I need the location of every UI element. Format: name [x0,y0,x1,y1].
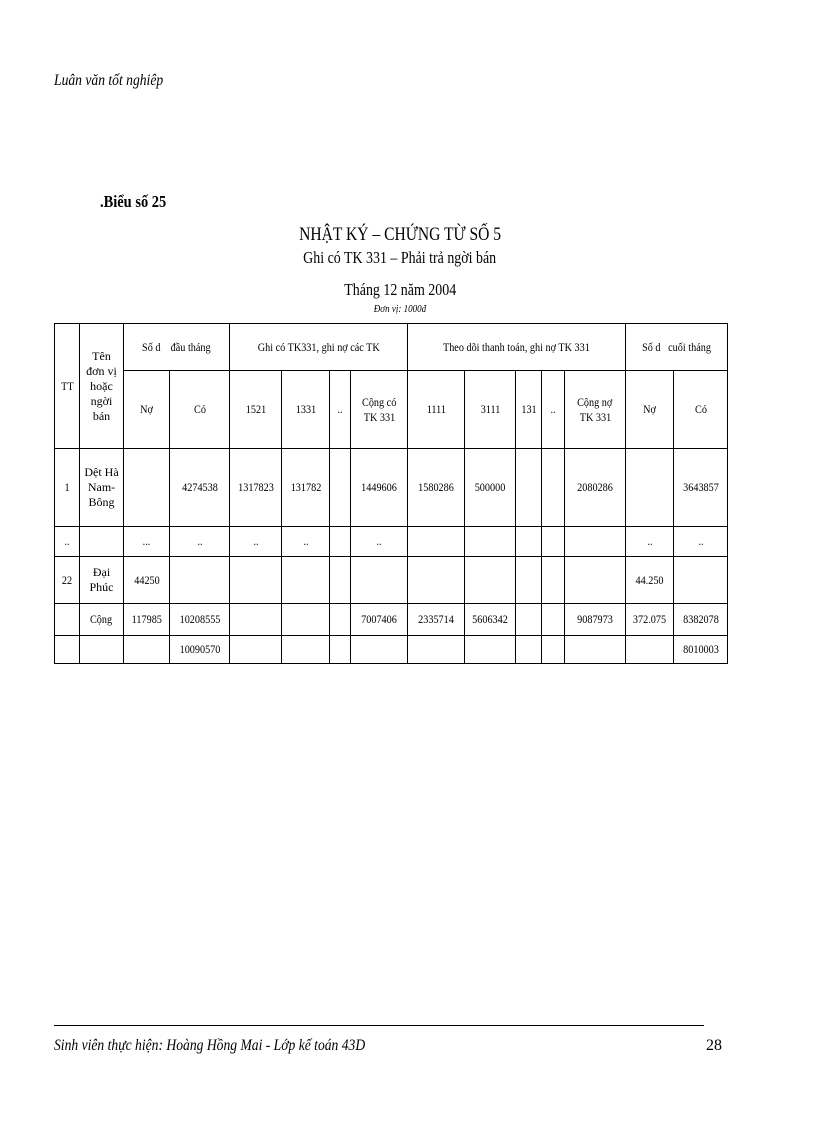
cell-dots-2 [542,636,565,664]
cell-cong-co [351,636,408,664]
cell-close-no: 372.075 [626,604,674,636]
cell-1521 [230,636,282,664]
cell-dots-1 [330,636,351,664]
cell-name: Cộng [80,604,124,636]
cell-3111: 5606342 [465,604,516,636]
cell-close-co: 8382078 [674,604,728,636]
table-row [55,527,728,557]
header-cong-co: Cộng có TK 331 [351,371,408,449]
table-row-total [55,604,728,636]
cell-1521 [230,557,282,604]
table-row [55,449,728,527]
header-dots-2: .. [542,371,565,449]
cell-cong-co: .. [351,527,408,557]
header-closing-co: Có [674,371,728,449]
table-row [55,557,728,604]
cell-1331: 131782 [282,449,330,527]
cell-close-co [674,557,728,604]
header-closing-balance: Số d cuối tháng [626,324,728,371]
journal-table [54,323,728,664]
footer-student: Sinh viên thực hiện: Hoàng Hồng Mai - Lớp kế toán 43D [54,1037,366,1054]
cell-open-co: 10090570 [170,636,230,664]
cell-cong-co: 1449606 [351,449,408,527]
cell-cong-no [565,557,626,604]
cell-open-co: 10208555 [170,604,230,636]
journal-unit: Đơn vị: 1000đ [373,303,427,315]
header-opening-co: Có [170,371,230,449]
form-label: .Biểu số 25 [100,192,167,211]
cell-1111: 2335714 [408,604,465,636]
cell-name: Đại Phúc [80,557,124,604]
cell-1111: 1580286 [408,449,465,527]
cell-cong-co: 7007406 [351,604,408,636]
cell-131 [516,557,542,604]
table-header-row-1 [55,324,728,371]
cell-1111 [408,636,465,664]
header-opening-balance: Số d đầu tháng [124,324,230,371]
cell-3111 [465,557,516,604]
header-1521: 1521 [230,371,282,449]
cell-close-no [626,449,674,527]
cell-dots-1 [330,557,351,604]
cell-cong-co [351,557,408,604]
cell-open-co: .. [170,527,230,557]
header-3111: 3111 [465,371,516,449]
cell-open-no [124,636,170,664]
cell-dots-1 [330,527,351,557]
cell-1521 [230,604,282,636]
cell-dots-2 [542,527,565,557]
cell-1331 [282,636,330,664]
cell-tt [55,636,80,664]
cell-tt [55,604,80,636]
cell-3111 [465,636,516,664]
cell-1331 [282,557,330,604]
cell-close-co: 3643857 [674,449,728,527]
table-header-row-2 [55,371,728,449]
cell-131 [516,527,542,557]
cell-open-no: ... [124,527,170,557]
cell-dots-2 [542,449,565,527]
cell-3111: 500000 [465,449,516,527]
cell-tt: 1 [55,449,80,527]
header-payment-group: Theo dõi thanh toán, ghi nợ TK 331 [408,324,626,371]
cell-131 [516,449,542,527]
cell-cong-no [565,527,626,557]
cell-name: Dệt Hà Nam- Bông [80,449,124,527]
cell-close-no: .. [626,527,674,557]
header-dots-1: .. [330,371,351,449]
cell-dots-1 [330,604,351,636]
cell-dots-1 [330,449,351,527]
header-1331: 1331 [282,371,330,449]
table-row [55,636,728,664]
cell-tt: 22 [55,557,80,604]
cell-close-co: .. [674,527,728,557]
header-opening-no: Nợ [124,371,170,449]
header-cong-no: Cộng nợ TK 331 [565,371,626,449]
cell-open-co [170,557,230,604]
cell-1331 [282,604,330,636]
cell-name [80,527,124,557]
cell-1521: 1317823 [230,449,282,527]
footer-divider [54,1025,704,1026]
cell-131 [516,604,542,636]
cell-open-no [124,449,170,527]
cell-close-no: 44.250 [626,557,674,604]
journal-subtitle: Ghi có TK 331 – Phải trả ngời bán [303,248,497,267]
cell-dots-2 [542,557,565,604]
cell-open-no: 44250 [124,557,170,604]
cell-cong-no [565,636,626,664]
cell-tt: .. [55,527,80,557]
header-1111: 1111 [408,371,465,449]
header-131: 131 [516,371,542,449]
header-closing-no: Nợ [626,371,674,449]
cell-1111 [408,557,465,604]
cell-1111 [408,527,465,557]
cell-name [80,636,124,664]
journal-period: Tháng 12 năm 2004 [344,280,456,299]
cell-cong-no: 2080286 [565,449,626,527]
journal-title: NHẬT KÝ – CHỨNG TỪ SỐ 5 [299,224,501,245]
cell-close-no [626,636,674,664]
thesis-header: Luân văn tốt nghiêp [54,72,164,89]
cell-1331: .. [282,527,330,557]
header-credit-group: Ghi có TK331, ghi nợ các TK [230,324,408,371]
cell-close-co: 8010003 [674,636,728,664]
cell-3111 [465,527,516,557]
header-tt: TT [55,324,80,449]
cell-131 [516,636,542,664]
cell-open-co: 4274538 [170,449,230,527]
cell-1521: .. [230,527,282,557]
cell-open-no: 117985 [124,604,170,636]
cell-cong-no: 9087973 [565,604,626,636]
header-unit-name: Tên đơn vị hoặc ngời bán [80,324,124,449]
page-number: 28 [706,1037,722,1054]
cell-dots-2 [542,604,565,636]
